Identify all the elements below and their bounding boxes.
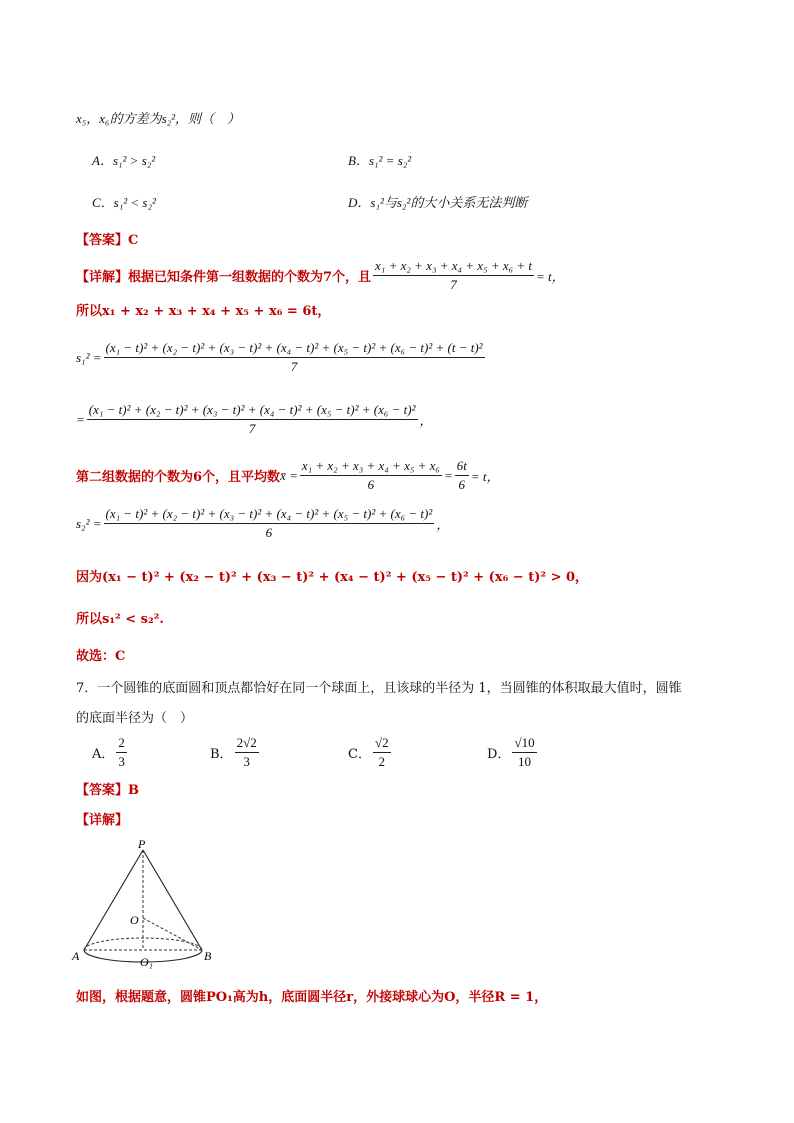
q7-option-c-den: 2 [378, 754, 386, 769]
q6-so: 所以s₁² < s₂². [76, 612, 164, 627]
q6-option-b: B．s₁² = s₂² [348, 153, 412, 168]
q7-option-c-label: C． [348, 747, 371, 762]
cone-edge-pb [143, 850, 202, 950]
mean-numerator: x₁ + x₂ + x₃ + x₄ + x₅ + x₆ + t [373, 258, 534, 276]
mean2-numerator: x₁ + x₂ + x₃ + x₄ + x₅ + x₆ [300, 458, 442, 476]
label-o: O [130, 913, 139, 927]
s1b-lhs: = [76, 411, 85, 427]
s2-lhs: s₂² = [76, 515, 102, 531]
q6-detail-line1 [76, 258, 565, 293]
q7-option-b-num: 2√2 [235, 735, 259, 753]
mean2b-denominator: 6 [458, 477, 466, 492]
q7-answer: 【答案】B [76, 783, 139, 798]
label-o1: O₁ [140, 955, 153, 969]
label-p: P [138, 837, 146, 851]
s1b-tail: ， [419, 413, 433, 428]
s1-formula [76, 340, 487, 375]
q7-option-c-num: √2 [373, 735, 391, 753]
mean2-fraction [300, 458, 442, 493]
q7-option-a-den: 3 [118, 754, 125, 769]
s1b-fraction [87, 402, 418, 437]
mean2b-numerator: 6t [455, 458, 469, 476]
q6-option-c: C．s₁² < s₂² [92, 195, 156, 210]
q7-stem-line2: 的底面半径为（ ） [76, 711, 194, 726]
q7-option-a [92, 735, 129, 770]
q7-option-b [210, 735, 261, 770]
s2-fraction [104, 506, 435, 541]
s1-numerator: (x₁ − t)² + (x₂ − t)² + (x₃ − t)² + (x₄ − t)² + (x₅ − t)² + (x₆ − t)² + (t − t)² [104, 340, 485, 358]
q7-option-a-fraction [116, 735, 127, 770]
q6-detail-line2: 所以x₁ + x₂ + x₃ + x₄ + x₅ + x₆ = 6t， [76, 304, 331, 319]
cone-edge-pa [84, 850, 143, 950]
q7-option-c-fraction [373, 735, 391, 770]
s1-formula-simplified [76, 402, 433, 437]
detail-3-eq: = [443, 467, 453, 483]
q6-option-a: A．s₁² > s₂² [92, 153, 156, 168]
detail-1-tail: = t， [536, 269, 565, 284]
mean2-denominator: 6 [367, 477, 375, 492]
q7-option-a-num: 2 [116, 735, 127, 753]
mean-fraction [373, 258, 534, 293]
label-b: B [204, 949, 212, 963]
detail-3-mid: x̄ = [280, 467, 298, 483]
detail-3-tail: = t， [470, 469, 500, 484]
q7-option-d-num: √10 [512, 735, 536, 753]
mean2b-fraction [455, 458, 469, 493]
s2-tail: ， [436, 517, 450, 532]
q7-stem-line1: 7．一个圆锥的底面圆和顶点都恰好在同一个球面上，且该球的半径为 1，当圆锥的体积取最大值时，圆锥 [76, 681, 682, 696]
s1-denominator: 7 [290, 359, 298, 374]
q7-option-d [487, 735, 539, 770]
s2-numerator: (x₁ − t)² + (x₂ − t)² + (x₃ − t)² + (x₄ − t)² + (x₅ − t)² + (x₆ − t)² [104, 506, 435, 524]
q7-explain: 如图，根据题意，圆锥PO₁高为h，底面圆半径r，外接球球心为O，半径R = 1， [76, 990, 548, 1005]
s2-denominator: 6 [265, 525, 273, 540]
s1-lhs: s₁² = [76, 349, 102, 365]
s1b-numerator: (x₁ − t)² + (x₂ − t)² + (x₃ − t)² + (x₄ − t)² + (x₅ − t)² + (x₆ − t)² [87, 402, 418, 420]
s1b-denominator: 7 [248, 421, 256, 436]
q6-choose: 故选：C [76, 649, 126, 664]
mean-denominator: 7 [450, 277, 457, 292]
q7-option-b-label: B． [210, 747, 233, 762]
detail-1-lead: 【详解】根据已知条件第一组数据的个数为7个，且 [76, 270, 372, 285]
q6-option-d: D．s₁²与s₂²的大小关系无法判断 [348, 195, 528, 210]
detail-3-lead: 第二组数据的个数为6个，且平均数 [76, 470, 281, 485]
q7-option-d-fraction [512, 735, 536, 770]
q6-stem: x₅，x₆的方差为s₂²，则（ ） [76, 111, 241, 126]
q6-because: 因为(x₁ − t)² + (x₂ − t)² + (x₃ − t)² + (x₄ − t)² + (x₅ − t)² + (x₆ − t)² > 0， [76, 570, 589, 585]
q7-option-b-fraction [235, 735, 259, 770]
q7-detail: 【详解】 [76, 813, 129, 828]
label-a: A [72, 949, 80, 963]
q7-option-c [348, 735, 393, 770]
q6-detail-line3 [76, 458, 500, 493]
s1-fraction [104, 340, 485, 375]
q7-option-d-label: D． [487, 747, 511, 762]
q7-option-b-den: 3 [243, 754, 250, 769]
q7-option-d-den: 10 [518, 754, 531, 769]
s2-formula [76, 506, 449, 541]
q7-option-a-label: A． [92, 747, 115, 762]
cone-base-back [84, 938, 202, 950]
q6-answer: 【答案】C [76, 233, 139, 248]
cone-diagram [68, 836, 228, 970]
